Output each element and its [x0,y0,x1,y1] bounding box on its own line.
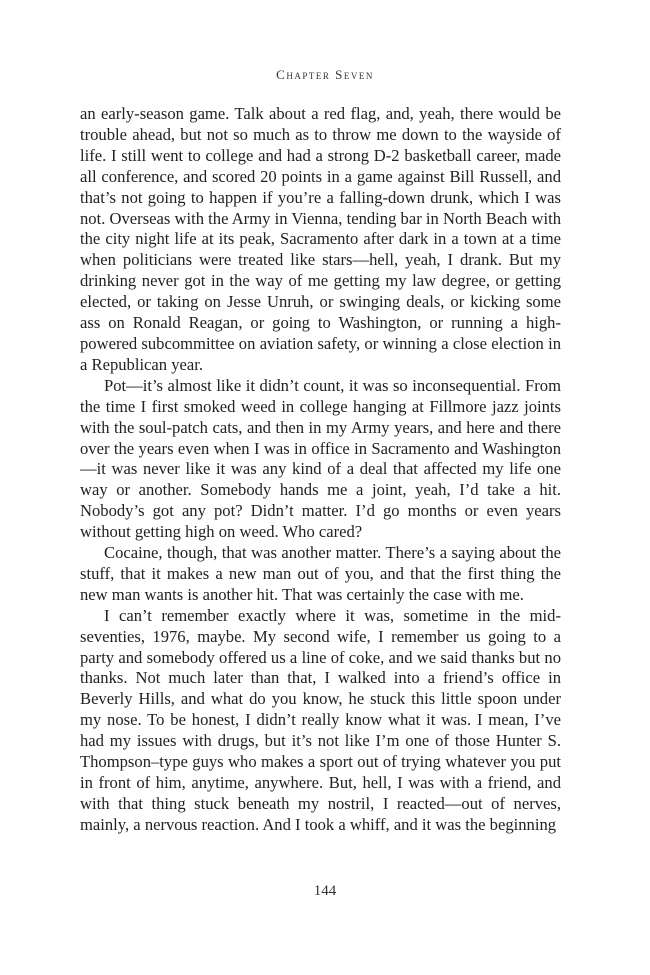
paragraph-1: an early-season game. Talk about a red flag, and, yeah, there would be trouble ahead, but not so much as to throw me down to the wayside of life. I still went to college and had a strong D-2 basketball career, made all conference, and scored 20 points in a game against Bill Russell, and that’s not going to happen if you’re a falling-down drunk, which I was not. Overseas with the Army in Vienna, tending bar in North Beach with the city night life at its peak, Sacramento after dark in a town at a time when politicians were treated like stars—hell, yeah, I drank. But my drinking never got in the way of me getting my law degree, or getting elected, or taking on Jesse Unruh, or swinging deals, or kicking some ass on Ronald Reagan, or going to Washington, or running a high-powered subcommittee on aviation safety, or winning a close election in a Republican year. [80,104,561,374]
running-head: Chapter Seven [276,67,374,82]
paragraph-4: I can’t remember exactly where it was, sometime in the mid-seventies, 1976, maybe. My second wife, I remember us going to a party and somebody offered us a line of coke, and we said thanks but no thanks. Not much later than that, I walked into a friend’s office in Beverly Hills, and what do you know, he stuck this little spoon under my nose. To be honest, I didn’t really know what it was. I mean, I’ve had my issues with drugs, but it’s not like I’m one of those Hunter S. Thompson–type guys who makes a sport out of trying whatever you put in front of him, anytime, anywhere. But, hell, I was with a friend, and with that thing stuck beneath my nostril, I reacted—out of nerves, mainly, a nervous reaction. And I took a whiff, and it was the beginning [80,605,561,834]
paragraph-3: Cocaine, though, that was another matter. There’s a saying about the stuff, that it makes a new man out of you, and that the first thing the new man wants is another hit. That was certainly the case with me. [80,543,561,604]
page-number: 144 [313,883,337,899]
paragraph-2: Pot—it’s almost like it didn’t count, it was so inconsequential. From the time I first smoked weed in college hanging at Fillmore jazz joints with the soul-patch cats, and then in my Army years, and here and there over the years even when I was in office in Sacramento and Washington—it was never like it was any kind of a deal that affected my life one way or another. Somebody hands me a joint, yeah, I’d take a hit. Nobody’s got any pot? Didn’t matter. I’d go months or even years without getting high on weed. Who cared? [80,375,561,542]
body-text [80,104,561,836]
